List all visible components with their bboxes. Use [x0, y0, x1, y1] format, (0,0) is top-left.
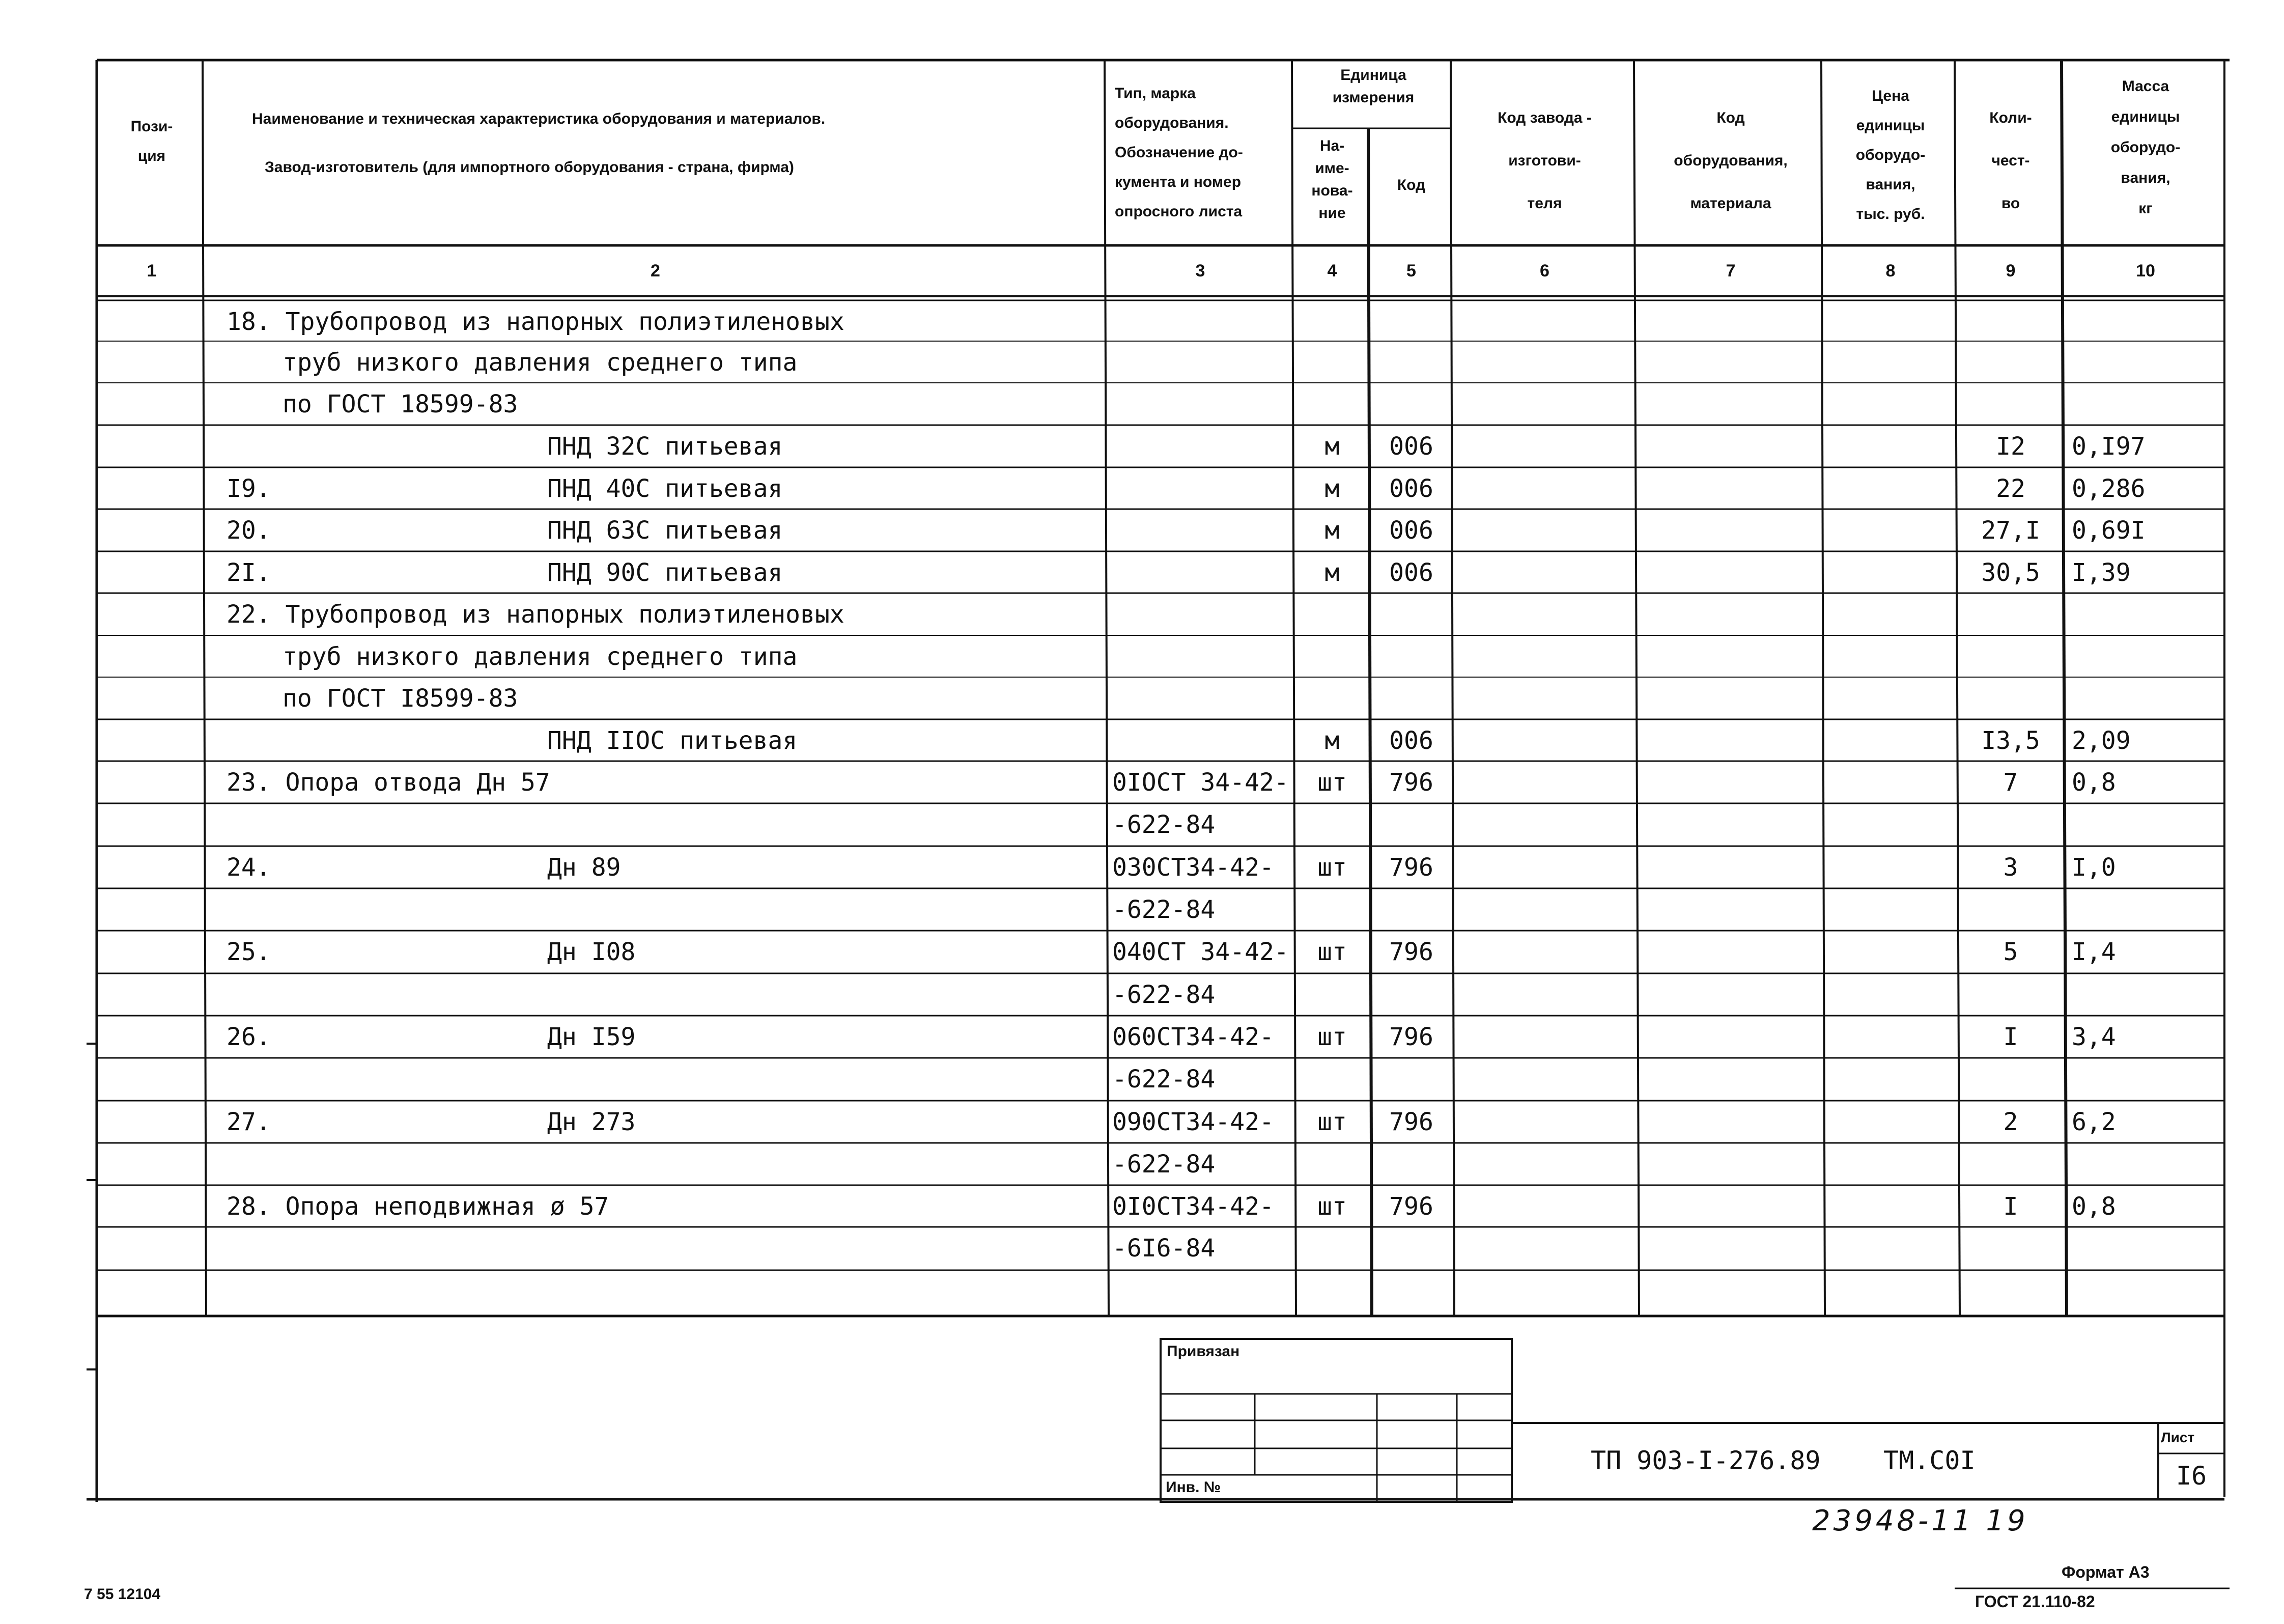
table-cell-unit: м: [1324, 432, 1340, 461]
table-cell-name: 28. Опора неподвижная ø 57: [227, 1192, 609, 1221]
table-cell-name: 23. Опора отвода Дн 57: [227, 768, 550, 797]
table-cell-type: [1112, 383, 1293, 426]
table-cell-sub: [547, 677, 1102, 720]
table-cell-mass: 0,I97: [2072, 432, 2146, 461]
column-number: 2: [651, 261, 660, 281]
header-name-line2: Завод-изготовитель (для импортного оборудования - страна, фирма): [265, 159, 794, 176]
table-cell-qty: [1960, 383, 2062, 426]
table-cell-code: [1372, 341, 1451, 384]
table-cell-qty: [1960, 635, 2062, 678]
table-cell-unit: м: [1324, 516, 1340, 545]
table-cell-sub: [547, 383, 1102, 426]
table-cell-unit: м: [1324, 726, 1340, 755]
table-cell-code: [1372, 635, 1451, 678]
table-cell-type: [1112, 1270, 1293, 1313]
table-cell-code: [1372, 1270, 1451, 1313]
table-cell-qty: [1960, 300, 2062, 343]
table-cell-qty: 27,I: [1981, 516, 2040, 545]
table-cell-type: 030СТ34-42-: [1112, 853, 1274, 882]
table-cell-type: [1112, 425, 1293, 468]
table-cell-mass: [2072, 803, 2224, 846]
table-cell-type: -6I6-84: [1112, 1234, 1216, 1263]
table-cell-code: 796: [1389, 1192, 1433, 1221]
table-cell-qty: I2: [1996, 432, 2025, 461]
table-cell-qty: 7: [2003, 768, 2018, 797]
table-cell-code: [1372, 1227, 1451, 1270]
table-cell-name: труб низкого давления среднего типа: [283, 642, 798, 671]
table-cell-sub: ПНД IIОС питьевая: [547, 726, 798, 755]
table-cell-sub: [547, 1270, 1102, 1313]
format-label: Формат А3: [2062, 1563, 2150, 1581]
table-cell-unit: [1296, 341, 1368, 384]
header-quantity: Коли- чест- во: [1989, 109, 2032, 212]
table-cell-sub: Дн I59: [547, 1023, 636, 1051]
table-cell-name: труб низкого давления среднего типа: [283, 348, 798, 377]
table-cell-type: -622-84: [1112, 981, 1216, 1009]
table-cell-unit: м: [1324, 558, 1340, 587]
table-cell-type: 090СТ34-42-: [1112, 1108, 1274, 1136]
header-factory-code: Код завода - изготови- теля: [1498, 109, 1592, 212]
doc-code: ТП 903-I-276.89: [1591, 1446, 1821, 1475]
table-cell-qty: [1960, 1270, 2062, 1313]
table-cell-mass: 0,286: [2072, 474, 2146, 503]
table-cell-mass: [2072, 300, 2224, 343]
table-cell-code: 796: [1389, 1108, 1433, 1136]
table-cell-type: -622-84: [1112, 810, 1216, 839]
table-cell-unit: шт: [1317, 1192, 1347, 1221]
table-cell-name: I9.: [227, 474, 271, 503]
table-cell-mass: [2072, 973, 2224, 1016]
header-price: Цена единицы оборудо- вания, тыс. руб.: [1855, 88, 1926, 222]
header-unit-group: Единица измерения: [1332, 67, 1415, 106]
header-unit-code: Код: [1397, 177, 1426, 193]
table-cell-type: 040СТ 34-42-: [1112, 938, 1289, 966]
table-cell-type: [1112, 677, 1293, 720]
table-cell-unit: [1296, 1227, 1368, 1270]
table-cell-mass: [2072, 1270, 2224, 1313]
table-cell-sub: [547, 1058, 1102, 1101]
table-cell-sub: [547, 888, 1102, 931]
header-name-line1: Наименование и техническая характеристика оборудования и материалов.: [252, 110, 826, 127]
table-cell-mass: [2072, 1143, 2224, 1186]
stamp-inv-no: Инв. №: [1166, 1479, 1221, 1496]
table-cell-mass: [2072, 677, 2224, 720]
table-cell-type: [1112, 467, 1293, 510]
table-cell-unit: [1296, 1058, 1368, 1101]
table-cell-sub: Дн I08: [547, 938, 636, 966]
table-cell-code: [1372, 803, 1451, 846]
table-cell-mass: [2072, 635, 2224, 678]
table-cell-sub: [547, 1143, 1102, 1186]
table-cell-qty: [1960, 803, 2062, 846]
table-cell-name: 2I.: [227, 558, 271, 587]
table-cell-type: [1112, 719, 1293, 762]
table-cell-type: -622-84: [1112, 1065, 1216, 1094]
stamp-privyazan: Привязан: [1167, 1343, 1240, 1360]
column-number: 1: [147, 261, 157, 281]
table-cell-sub: Дн 273: [547, 1108, 636, 1136]
table-cell-code: 006: [1389, 432, 1433, 461]
column-number: 8: [1885, 261, 1896, 281]
header-mass: Масса единицы оборудо- вания, кг: [2110, 78, 2181, 217]
table-cell-qty: 3: [2003, 853, 2018, 882]
table-cell-code: [1372, 593, 1451, 636]
handwritten-number: 23948-11 19: [1812, 1504, 2028, 1537]
table-cell-sub: [547, 1185, 1102, 1228]
table-cell-name: 22. Трубопровод из напорных полиэтиленовых: [227, 600, 844, 629]
table-cell-unit: [1296, 803, 1368, 846]
standard-label: ГОСТ 21.110-82: [1975, 1592, 2095, 1611]
table-cell-sub: [547, 635, 1102, 678]
table-cell-qty: [1960, 1058, 2062, 1101]
table-cell-sub: [547, 761, 1102, 804]
table-cell-sub: [547, 341, 1102, 384]
table-cell-unit: шт: [1317, 938, 1347, 966]
table-cell-name: 20.: [227, 516, 271, 545]
table-cell-code: [1372, 888, 1451, 931]
header-type: Тип, марка оборудования. Обозначение до- кумента и номер опросного листа: [1115, 85, 1243, 220]
header-position: Пози- ция: [130, 118, 173, 164]
table-cell-name: по ГОСТ I8599-83: [283, 684, 518, 713]
table-cell-unit: шт: [1317, 1023, 1347, 1051]
table-cell-mass: [2072, 341, 2224, 384]
table-cell-sub: [547, 803, 1102, 846]
table-cell-qty: [1960, 593, 2062, 636]
table-cell-type: [1112, 341, 1293, 384]
table-cell-code: 006: [1389, 474, 1433, 503]
table-cell-qty: 30,5: [1981, 558, 2040, 587]
column-number: 4: [1327, 261, 1337, 281]
table-cell-sub: ПНД 63С питьевая: [547, 516, 783, 545]
table-cell-type: [1112, 551, 1293, 594]
table-cell-unit: [1296, 635, 1368, 678]
table-cell-mass: 3,4: [2072, 1023, 2116, 1051]
table-cell-mass: [2072, 888, 2224, 931]
table-cell-unit: [1296, 1143, 1368, 1186]
table-cell-unit: [1296, 888, 1368, 931]
table-cell-code: 006: [1389, 516, 1433, 545]
table-cell-type: -622-84: [1112, 1150, 1216, 1179]
table-cell-mass: I,4: [2072, 938, 2116, 966]
table-cell-name: 26.: [227, 1023, 271, 1051]
table-cell-mass: [2072, 593, 2224, 636]
table-cell-code: 796: [1389, 853, 1433, 882]
table-cell-code: 006: [1389, 558, 1433, 587]
table-cell-unit: [1296, 593, 1368, 636]
table-cell-unit: [1296, 300, 1368, 343]
table-cell-code: [1372, 383, 1451, 426]
table-cell-sub: ПНД 90С питьевая: [547, 558, 783, 587]
table-cell-qty: I3,5: [1981, 726, 2040, 755]
table-cell-qty: 22: [1996, 474, 2025, 503]
table-cell-code: 796: [1389, 938, 1433, 966]
table-cell-unit: шт: [1317, 768, 1347, 797]
table-cell-sub: ПНД 40С питьевая: [547, 474, 783, 503]
table-cell-qty: I: [2003, 1023, 2018, 1051]
sheet-number: I6: [2176, 1461, 2207, 1491]
table-cell-sub: [547, 593, 1102, 636]
table-cell-type: -622-84: [1112, 895, 1216, 924]
table-cell-qty: [1960, 677, 2062, 720]
column-number: 6: [1540, 261, 1549, 281]
table-cell-mass: I,0: [2072, 853, 2116, 882]
column-number: 10: [2136, 261, 2155, 281]
table-cell-name: 24.: [227, 853, 271, 882]
table-cell-mass: 2,09: [2072, 726, 2131, 755]
table-cell-sub: [547, 1227, 1102, 1270]
table-cell-type: [1112, 593, 1293, 636]
table-cell-code: [1372, 677, 1451, 720]
table-cell-unit: шт: [1317, 1108, 1347, 1136]
table-cell-code: [1372, 1143, 1451, 1186]
table-cell-qty: [1960, 341, 2062, 384]
table-cell-qty: [1960, 973, 2062, 1016]
doc-mark: ТМ.С0I: [1883, 1446, 1976, 1475]
table-cell-qty: 5: [2003, 938, 2018, 966]
table-cell-mass: 0,69I: [2072, 516, 2146, 545]
table-cell-code: 006: [1389, 726, 1433, 755]
column-number: 3: [1195, 261, 1205, 281]
table-cell-mass: 0,8: [2072, 768, 2116, 797]
table-cell-unit: шт: [1317, 853, 1347, 882]
table-cell-qty: [1960, 1143, 2062, 1186]
print-code: 7 55 12104: [84, 1586, 161, 1603]
table-cell-qty: 2: [2003, 1108, 2018, 1136]
table-cell-unit: [1296, 383, 1368, 426]
table-cell-type: 0I0СТ34-42-: [1112, 1192, 1274, 1221]
table-cell-mass: [2072, 1227, 2224, 1270]
column-number: 5: [1406, 261, 1416, 281]
table-cell-name: по ГОСТ 18599-83: [283, 390, 518, 418]
table-cell-mass: [2072, 383, 2224, 426]
table-cell-type: 060СТ34-42-: [1112, 1023, 1274, 1051]
table-cell-code: [1372, 1058, 1451, 1101]
table-cell-mass: I,39: [2072, 558, 2131, 587]
table-cell-mass: 0,8: [2072, 1192, 2116, 1221]
table-cell-code: 796: [1389, 768, 1433, 797]
column-number: 7: [1726, 261, 1736, 281]
table-cell-sub: [547, 300, 1102, 343]
table-cell-qty: [1960, 1227, 2062, 1270]
table-cell-code: [1372, 300, 1451, 343]
table-cell-type: [1112, 509, 1293, 552]
table-cell-code: 796: [1389, 1023, 1433, 1051]
header-unit-name: На- име- нова- ние: [1311, 137, 1353, 221]
table-cell-name: 25.: [227, 938, 271, 966]
column-number: 9: [2006, 261, 2016, 281]
table-cell-type: [1112, 635, 1293, 678]
table-cell-sub: Дн 89: [547, 853, 621, 882]
table-cell-type: [1112, 300, 1293, 343]
table-cell-qty: I: [2003, 1192, 2018, 1221]
table-cell-sub: [547, 973, 1102, 1016]
table-cell-unit: [1296, 1270, 1368, 1313]
table-cell-qty: [1960, 888, 2062, 931]
sheet-label: Лист: [2161, 1430, 2195, 1445]
header-equipment-code: Код оборудования, материала: [1674, 109, 1788, 212]
table-cell-mass: [2072, 1058, 2224, 1101]
table-cell-code: [1372, 973, 1451, 1016]
table-cell-unit: [1296, 973, 1368, 1016]
table-cell-unit: [1296, 677, 1368, 720]
table-cell-name: 27.: [227, 1108, 271, 1136]
table-cell-type: 0IОСТ 34-42-: [1112, 768, 1289, 797]
table-cell-sub: ПНД 32С питьевая: [547, 432, 783, 461]
table-cell-unit: м: [1324, 474, 1340, 503]
table-cell-name: 18. Трубопровод из напорных полиэтиленовых: [227, 307, 844, 336]
table-cell-mass: 6,2: [2072, 1108, 2116, 1136]
